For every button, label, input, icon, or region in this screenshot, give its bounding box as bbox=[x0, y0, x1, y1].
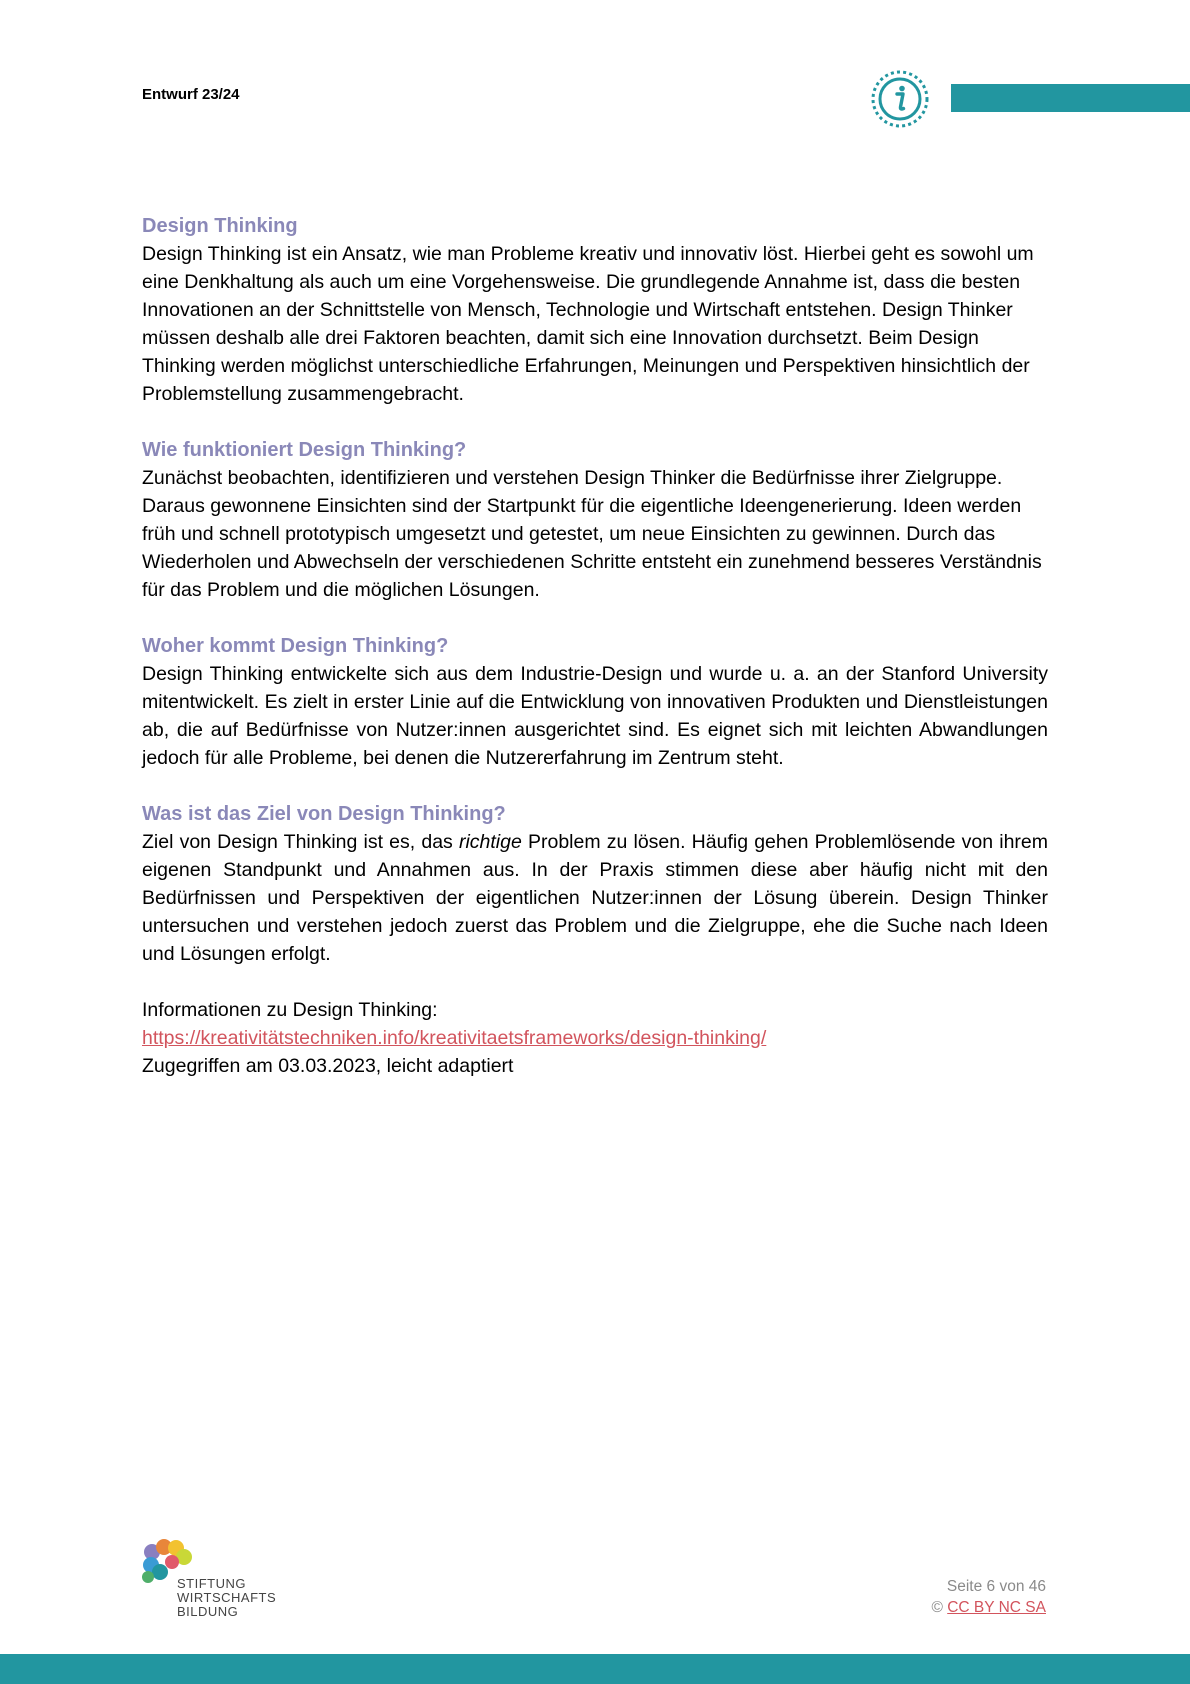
section-goal bbox=[142, 800, 1048, 968]
copyright-symbol: © bbox=[931, 1599, 948, 1616]
logo-line: STIFTUNG bbox=[177, 1576, 246, 1591]
footer-accent-bar bbox=[0, 1654, 1190, 1684]
section-heading: Wie funktioniert Design Thinking? bbox=[142, 439, 467, 461]
section-heading: Was ist das Ziel von Design Thinking? bbox=[142, 803, 506, 825]
source-label: Informationen zu Design Thinking: bbox=[142, 999, 438, 1021]
source-info bbox=[142, 996, 1048, 1080]
text-part: Ziel von Design Thinking ist es, das bbox=[142, 831, 459, 853]
section-heading: Woher kommt Design Thinking? bbox=[142, 635, 449, 657]
section-origin bbox=[142, 632, 1048, 772]
section-text bbox=[142, 828, 1048, 968]
main-content bbox=[142, 212, 1048, 1080]
accessed-note: Zugegriffen am 03.03.2023, leicht adaptiert bbox=[142, 1055, 514, 1077]
license-note bbox=[931, 1599, 1046, 1617]
section-text: Design Thinking ist ein Ansatz, wie man Probleme kreativ und innovativ löst. Hierbei geht es sowohl um eine Denkhaltung als auch um eine Vorgehensweise. Die grundlegende Annahme ist, dass die besten Innovationen an der Schnittstelle von Mensch, Technologie und Wirtschaft entstehen. Design Thinker müssen deshalb alle drei Faktoren beachten, damit sich eine Innovation durchsetzt. Beim Design Thinking werden möglichst unterschiedliche Erfahrungen, Meinungen und Perspektiven hinsichtlich der Problemstellung zusammengebracht. bbox=[142, 243, 1034, 405]
logo-line: BILDUNG bbox=[177, 1604, 239, 1619]
logo-line: WIRTSCHAFTS bbox=[177, 1590, 277, 1605]
header-accent-bar bbox=[951, 84, 1190, 112]
emphasized-word: richtige bbox=[458, 831, 522, 853]
source-link[interactable]: https://kreativitätstechniken.info/kreativitaetsframeworks/design-thinking/ bbox=[142, 1027, 767, 1049]
info-icon bbox=[870, 69, 930, 129]
draft-label: Entwurf 23/24 bbox=[142, 86, 240, 103]
section-heading: Design Thinking bbox=[142, 215, 298, 237]
section-text: Design Thinking entwickelte sich aus dem Industrie-Design und wurde u. a. an der Stanford University mitentwickelt. Es zielt in erster Linie auf die Entwicklung von innovativen Produkten und Dienstleistungen ab, die auf Bedürfnisse von Nutzer:innen ausgerichtet sind. Es eignet sich mit leichten Abwandlungen jedoch für alle Probleme, bei denen die Nutzererfahrung im Zentrum steht. bbox=[142, 663, 1048, 769]
logo-wordmark bbox=[177, 1577, 276, 1619]
section-text: Zunächst beobachten, identifizieren und verstehen Design Thinker die Bedürfnisse ihrer Zielgruppe. Daraus gewonnene Einsichten sind der Startpunkt für die eigentliche Ideengenerierung. Ideen werden früh und schnell prototypisch umgesetzt und getestet, um neue Einsichten zu gewinnen. Durch das Wiederholen und Abwechseln der verschiedenen Schritte entsteht ein zunehmend besseres Verständnis für das Problem und die möglichen Lösungen. bbox=[142, 467, 1042, 601]
page-number: Seite 6 von 46 bbox=[946, 1578, 1046, 1595]
license-link[interactable]: CC BY NC SA bbox=[947, 1599, 1046, 1616]
section-how-it-works bbox=[142, 436, 1048, 604]
text-part: Problem zu lösen. Häufig gehen Problemlösende von ihrem eigenen Standpunkt und Annahmen aus. In der Praxis stimmen diese aber häufig nicht mit den Bedürfnissen und Perspektiven der eigentlichen Nutzer:innen der Lösung überein. Design Thinker untersuchen und verstehen jedoch zuerst das Problem und die Zielgruppe, ehe die Suche nach Ideen und Lösungen erfolgt. bbox=[142, 831, 1049, 965]
section-design-thinking bbox=[142, 212, 1048, 408]
